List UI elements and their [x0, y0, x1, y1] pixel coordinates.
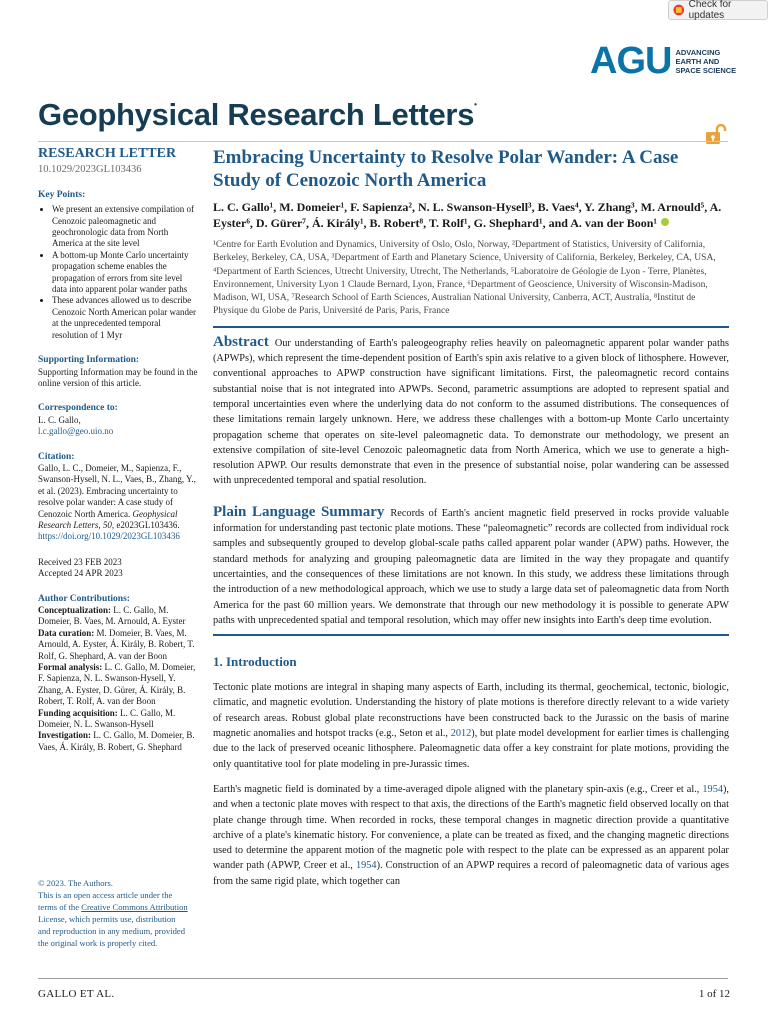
license-block — [38, 877, 188, 949]
correspondence-name: L. C. Gallo, — [38, 414, 81, 425]
intro-divider — [213, 634, 729, 636]
citation-journal: Geophysical Research Letters, 50, — [38, 508, 178, 530]
pls-text: Records of Earth's ancient magnetic field preserved in rocks provide valuable information for understanding past tectonic plate motions. These “paleomagnetic” records are collected from individual rock samples and subsequently grouped to develop global-scale paths called apparent polar wander (APW) paths. However, the standard methods for analyzing and grouping paleomagnetic data are limited in the way they propagate and quantify uncertainties, and the consequences of these limitations are not known. In this study, we address these limitations through the introduction of a new methodological approach, which we use to study a large data set of paleomagnetic data from North America for the past 60 million years. We demonstrate that through our new methodology it is possible to generate APW paths with unprecedented spatial and temporal resolution, which may offer new insights into Earth's deep time evolution. — [213, 507, 729, 626]
agu-tagline: ADVANCING EARTH AND SPACE SCIENCE — [675, 47, 737, 75]
orcid-icon[interactable] — [661, 218, 669, 226]
citation-heading: Citation: — [38, 451, 75, 462]
page-number: 1 of 12 — [698, 988, 730, 1000]
contributions-heading: Author Contributions: — [38, 593, 130, 604]
accepted-date: Accepted 24 APR 2023 — [38, 568, 123, 579]
journal-mark: • — [474, 100, 477, 109]
received-date: Received 23 FEB 2023 — [38, 556, 122, 567]
abstract-divider — [213, 326, 729, 328]
citation-link[interactable]: 1954 — [355, 860, 377, 872]
crossmark-icon — [673, 4, 685, 16]
key-point: • A bottom-up Monte Carlo uncertainty propagation scheme enables the propagation of errors from site level data into apparent polar wander paths — [52, 250, 198, 296]
sidebar — [38, 146, 198, 753]
copyright: © 2023. The Authors. — [38, 878, 113, 888]
supporting-info-heading: Supporting Information: — [38, 355, 140, 366]
check-for-updates-label: Check for updates — [688, 0, 732, 21]
key-point: • These advances allowed us to describe Cenozoic North American polar wander at the unprecedented temporal resolution of 1 Myr — [52, 295, 198, 341]
contribution-item: Conceptualization: L. C. Gallo, M. Domeier, B. Vaes, M. Arnould, A. Eyster — [38, 605, 186, 627]
abstract-heading: Abstract — [213, 333, 269, 350]
correspondence-heading: Correspondence to: — [38, 403, 118, 414]
pls-heading: Plain Language Summary — [213, 503, 385, 520]
plain-language-summary — [213, 505, 729, 628]
abstract-text: Our understanding of Earth's paleogeography relies heavily on paleomagnetic apparent polar wander paths (APWPs), which represent the time-dependent position of Earth's spin axis relative to a given block of lithosphere. However, conventional approaches to APWP construction have significant limitations. First, the paleomagnetic record contains substantial noise that is not integrated into APWPs. Second, parametric assumptions are adopted to represent spatial and temporal uncertainties even where the underlying data do not conform to the assumed distributions. The consequences of these limitations remain largely unknown. Here, we address these challenges with a bottom-up Monte Carlo uncertainty propagation scheme that operates on site-level paleomagnetic data. To demonstrate our methodology, we present an extensive compilation of site-level Cenozoic paleomagnetic data from North America, which we use to generate a high-resolution APWP. Our results demonstrate that even in the presence of substantial noise, polar wandering can be assessed with unprecedented temporal and spatial resolution. — [213, 337, 729, 487]
citation-doi-link[interactable]: https://doi.org/10.1029/2023GL103436 — [38, 531, 180, 542]
agu-logo — [590, 42, 736, 80]
running-head: GALLO ET AL. — [38, 988, 115, 1000]
contribution-item: Funding acquisition: L. C. Gallo, M. Domeier, N. L. Swanson-Hysell — [38, 707, 176, 730]
doi: 10.1029/2023GL103436 — [38, 164, 142, 176]
citation-text: Gallo, L. C., Domeier, M., Sapienza, F., Swanson-Hysell, N. L., Vaes, B., Zhang, Y., et al. (2023). Embracing uncertainty to resolve polar wander: A case study of Cenozoic North America. Geophysical Research Letters, 50, e2023GL103436. https://doi.org/10.1029/2023GL103436 — [38, 462, 196, 542]
correspondence-email-link[interactable]: l.c.gallo@geo.uio.no — [38, 426, 114, 437]
contribution-item: Data curation: M. Domeier, B. Vaes, M. Arnould, A. Eyster, Á. Király, B. Robert, T. Rolf, G. Shephard, A. van der Boon — [38, 627, 195, 661]
creative-commons-link[interactable]: Creative Commons Attribution — [81, 902, 188, 912]
article-main — [213, 146, 729, 889]
affiliations: ¹Centre for Earth Evolution and Dynamics, University of Oslo, Oslo, Norway, ²Department of Statistics, University of California, Berkeley, Berkeley, CA, USA, ³Department of Earth and Planetary Science, University of California, Berkeley, Berkeley, CA, USA, ⁴Department of Earth Sciences, Utrecht University, Utrecht, The Netherlands, ⁵Laboratoire de Géologie de Lyon - Terre, Planètes, Environnement, University Lyon 1 Claude Bernard, Lyon, France, ⁶Department of Geoscience, University of Wisconsin-Madison, Madison, WI, USA, ⁷Research School of Earth Sciences, Australian National University, Canberra, ACT, Australia, ⁸Institut de Physique du Globe de Paris, Université de Paris, Paris, France — [213, 240, 716, 317]
open-access-lock-icon — [704, 124, 728, 146]
citation-link[interactable]: 2012 — [450, 728, 472, 740]
intro-paragraph: Earth's magnetic field is dominated by a time-averaged dipole aligned with the planetary spin-axis (e.g., Creer et al., 1954), and when a tectonic plate moves with respect to that axis, the directions of the Earth's magnetic field observed locally on that plate change through time. When recorded in rocks, these temporal changes in magnetic direction provide a quantitative archive of a plate's kinematic history. For convenience, a plate can be treated as fixed, and the changing magnetic directions used to determine the apparent motion of the magnetic pole with respect to the plate can be expressed as an apparent polar wander path (APWP, Creer et al., 1954). Construction of an APWP requires a record of paleomagnetic data of various ages from the same rigid plate, which together can — [213, 783, 730, 887]
footer-divider — [38, 978, 728, 979]
article-type: RESEARCH LETTER — [38, 146, 177, 161]
journal-title: Geophysical Research Letters• — [38, 97, 477, 132]
article-title: Embracing Uncertainty to Resolve Polar Wander: A Case Study of Cenozoic North America — [213, 147, 679, 191]
key-point: • We present an extensive compilation of Cenozoic paleomagnetic and geochronologic data from North America at the site level — [52, 204, 198, 250]
supporting-info-text: Supporting Information may be found in the online version of this article. — [38, 366, 198, 388]
introduction-heading: 1. Introduction — [213, 654, 297, 670]
contribution-item: Formal analysis: L. C. Gallo, M. Domeier, F. Sapienza, N. L. Swanson-Hysell, Y. Zhang, A. Eyster, D. Gürer, Á. Király, B. Robert, T. Rolf, A. van der Boon — [38, 662, 196, 707]
license-text: This is an open access article under the terms of the Creative Commons Attribution License, which permits use, distribution and reproduction in any medium, provided the original work is properly cited. — [38, 890, 188, 948]
citation-link[interactable]: 1954 — [702, 783, 723, 795]
check-for-updates-button[interactable] — [668, 0, 768, 20]
abstract — [213, 335, 729, 489]
contribution-item: Investigation: L. C. Gallo, M. Domeier, B. Vaes, Á. Király, B. Robert, G. Shephard — [38, 730, 195, 752]
author-list: L. C. Gallo¹, M. Domeier¹, F. Sapienza², N. L. Swanson-Hysell³, B. Vaes⁴, Y. Zhang³, M. Arnould⁵, A. Eyster⁶, D. Gürer⁷, Á. Király¹, B. Robert⁸, T. Rolf¹, G. Shephard¹, and A. van der Boon¹ — [213, 200, 722, 230]
agu-logo-letters: AGU — [590, 40, 672, 82]
intro-paragraph: Tectonic plate motions are integral in shaping many aspects of Earth, including its thermal, geochemical, tectonic, biologic, climatic, and magnetic evolution. Understanding the history of plate motions is therefore directly relevant to a wide variety of research areas. Robust global plate reconstructions have been constructed back to the Jurassic on the basis of marine magnetic anomalies and hotspot tracks (e.g., Seton et al., 2012), but plate model development for earlier times is challenging due to the lack of preserved oceanic lithosphere. Paleomagnetic data offer a key constraint for plate motions, providing the only quantitative tool for plate modeling in pre-Jurassic times. — [213, 682, 729, 770]
key-points-list — [38, 204, 198, 341]
key-points-heading: Key Points: — [38, 189, 86, 200]
header-divider — [38, 141, 728, 142]
